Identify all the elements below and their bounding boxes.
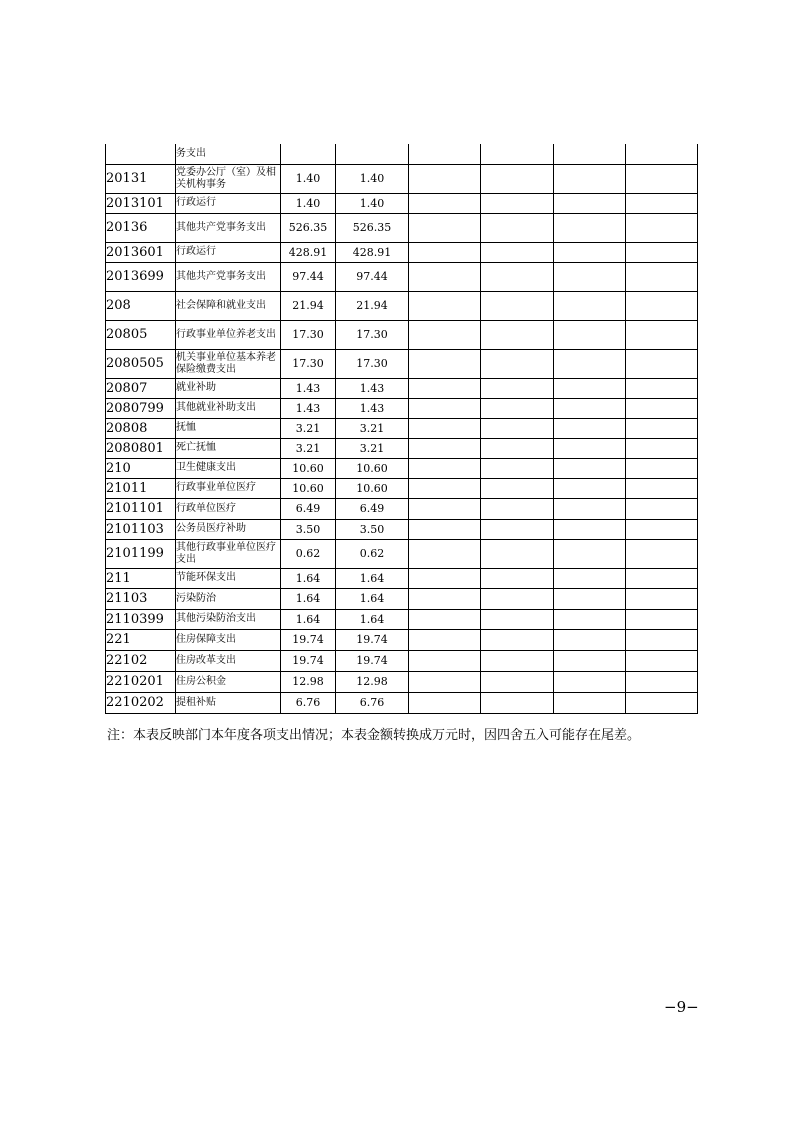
total-amount-cell: 428.91: [281, 242, 336, 262]
total-amount-cell: 3.21: [281, 438, 336, 458]
table-row: [106, 291, 698, 320]
empty-cell: [554, 291, 626, 320]
table-row: [106, 242, 698, 262]
empty-cell: [481, 262, 554, 291]
empty-cell: [481, 418, 554, 438]
empty-cell: [554, 320, 626, 349]
empty-cell: [626, 418, 698, 438]
empty-cell: [626, 349, 698, 378]
empty-cell: [554, 588, 626, 609]
table-row: [106, 320, 698, 349]
table-row: [106, 478, 698, 498]
total-amount-cell: 21.94: [281, 291, 336, 320]
basic-amount-cell: 97.44: [336, 262, 409, 291]
empty-cell: [409, 349, 481, 378]
basic-amount-cell: 0.62: [336, 539, 409, 568]
basic-amount-cell: [336, 144, 409, 164]
basic-amount-cell: 526.35: [336, 213, 409, 242]
empty-cell: [409, 692, 481, 713]
empty-cell: [481, 519, 554, 539]
empty-cell: [409, 193, 481, 213]
empty-cell: [626, 458, 698, 478]
code-cell: 20808: [106, 418, 176, 438]
empty-cell: [626, 193, 698, 213]
empty-cell: [409, 568, 481, 588]
empty-cell: [554, 498, 626, 519]
code-cell: 2101101: [106, 498, 176, 519]
empty-cell: [481, 320, 554, 349]
empty-cell: [626, 629, 698, 650]
table-row: [106, 378, 698, 398]
empty-cell: [481, 588, 554, 609]
empty-cell: [409, 438, 481, 458]
item-name-cell: 住房改革支出: [176, 650, 281, 671]
code-cell: 20136: [106, 213, 176, 242]
empty-cell: [554, 262, 626, 291]
empty-cell: [626, 213, 698, 242]
empty-cell: [626, 519, 698, 539]
total-amount-cell: 12.98: [281, 671, 336, 692]
basic-amount-cell: 10.60: [336, 478, 409, 498]
empty-cell: [481, 539, 554, 568]
total-amount-cell: 1.40: [281, 164, 336, 193]
empty-cell: [481, 609, 554, 629]
basic-amount-cell: 3.50: [336, 519, 409, 539]
item-name-cell: 行政事业单位养老支出: [176, 320, 281, 349]
code-cell: 2210202: [106, 692, 176, 713]
item-name-cell: 就业补助: [176, 378, 281, 398]
table-row: [106, 692, 698, 713]
basic-amount-cell: 3.21: [336, 418, 409, 438]
table-footnote: 注：本表反映部门本年度各项支出情况；本表金额转换成万元时，因四舍五入可能存在尾差。: [107, 728, 641, 743]
empty-cell: [554, 692, 626, 713]
empty-cell: [481, 193, 554, 213]
table-row: [106, 539, 698, 568]
total-amount-cell: 6.76: [281, 692, 336, 713]
basic-amount-cell: 3.21: [336, 438, 409, 458]
empty-cell: [409, 478, 481, 498]
empty-cell: [626, 539, 698, 568]
code-cell: 221: [106, 629, 176, 650]
code-cell: 2013699: [106, 262, 176, 291]
empty-cell: [626, 164, 698, 193]
total-amount-cell: 19.74: [281, 650, 336, 671]
basic-amount-cell: 428.91: [336, 242, 409, 262]
code-cell: 2013601: [106, 242, 176, 262]
basic-amount-cell: 17.30: [336, 320, 409, 349]
code-cell: 210: [106, 458, 176, 478]
total-amount-cell: 1.43: [281, 398, 336, 418]
empty-cell: [554, 671, 626, 692]
empty-cell: [481, 144, 554, 164]
empty-cell: [626, 144, 698, 164]
empty-cell: [481, 568, 554, 588]
basic-amount-cell: 21.94: [336, 291, 409, 320]
item-name-cell: 务支出: [176, 144, 281, 164]
item-name-cell: 行政运行: [176, 242, 281, 262]
table-row: [106, 144, 698, 164]
total-amount-cell: 3.21: [281, 418, 336, 438]
total-amount-cell: 1.64: [281, 609, 336, 629]
empty-cell: [481, 213, 554, 242]
table-body: [106, 144, 698, 713]
table-row: [106, 164, 698, 193]
table-row: [106, 458, 698, 478]
table-row: [106, 588, 698, 609]
code-cell: 20131: [106, 164, 176, 193]
empty-cell: [409, 539, 481, 568]
empty-cell: [481, 398, 554, 418]
total-amount-cell: 1.43: [281, 378, 336, 398]
empty-cell: [409, 588, 481, 609]
basic-amount-cell: 1.40: [336, 193, 409, 213]
empty-cell: [554, 539, 626, 568]
item-name-cell: 机关事业单位基本养老保险缴费支出: [176, 349, 281, 378]
empty-cell: [554, 438, 626, 458]
basic-amount-cell: 6.76: [336, 692, 409, 713]
total-amount-cell: 10.60: [281, 458, 336, 478]
item-name-cell: 抚恤: [176, 418, 281, 438]
item-name-cell: 其他行政事业单位医疗支出: [176, 539, 281, 568]
empty-cell: [554, 519, 626, 539]
item-name-cell: 提租补贴: [176, 692, 281, 713]
code-cell: 2080505: [106, 349, 176, 378]
empty-cell: [409, 458, 481, 478]
empty-cell: [481, 629, 554, 650]
code-cell: 21103: [106, 588, 176, 609]
empty-cell: [554, 164, 626, 193]
empty-cell: [409, 164, 481, 193]
total-amount-cell: 1.40: [281, 193, 336, 213]
empty-cell: [409, 144, 481, 164]
empty-cell: [481, 291, 554, 320]
basic-amount-cell: 12.98: [336, 671, 409, 692]
empty-cell: [481, 498, 554, 519]
code-cell: 21011: [106, 478, 176, 498]
empty-cell: [409, 418, 481, 438]
empty-cell: [481, 692, 554, 713]
code-cell: 20805: [106, 320, 176, 349]
table-row: [106, 438, 698, 458]
empty-cell: [626, 692, 698, 713]
item-name-cell: 住房公积金: [176, 671, 281, 692]
table-row: [106, 650, 698, 671]
empty-cell: [409, 213, 481, 242]
item-name-cell: 卫生健康支出: [176, 458, 281, 478]
code-cell: [106, 144, 176, 164]
table-row: [106, 398, 698, 418]
empty-cell: [626, 650, 698, 671]
code-cell: 211: [106, 568, 176, 588]
item-name-cell: 住房保障支出: [176, 629, 281, 650]
empty-cell: [409, 629, 481, 650]
basic-amount-cell: 19.74: [336, 629, 409, 650]
total-amount-cell: [281, 144, 336, 164]
empty-cell: [481, 164, 554, 193]
empty-cell: [626, 609, 698, 629]
table-row: [106, 609, 698, 629]
empty-cell: [554, 609, 626, 629]
total-amount-cell: 6.49: [281, 498, 336, 519]
total-amount-cell: 17.30: [281, 349, 336, 378]
basic-amount-cell: 1.40: [336, 164, 409, 193]
code-cell: 20807: [106, 378, 176, 398]
total-amount-cell: 1.64: [281, 568, 336, 588]
empty-cell: [554, 418, 626, 438]
empty-cell: [626, 320, 698, 349]
basic-amount-cell: 17.30: [336, 349, 409, 378]
expense-table: [105, 144, 698, 714]
table-row: [106, 568, 698, 588]
item-name-cell: 其他就业补助支出: [176, 398, 281, 418]
code-cell: 22102: [106, 650, 176, 671]
item-name-cell: 污染防治: [176, 588, 281, 609]
basic-amount-cell: 6.49: [336, 498, 409, 519]
basic-amount-cell: 1.64: [336, 568, 409, 588]
basic-amount-cell: 1.64: [336, 609, 409, 629]
empty-cell: [626, 588, 698, 609]
empty-cell: [626, 438, 698, 458]
item-name-cell: 党委办公厅（室）及相关机构事务: [176, 164, 281, 193]
empty-cell: [554, 349, 626, 378]
code-cell: 2110399: [106, 609, 176, 629]
total-amount-cell: 97.44: [281, 262, 336, 291]
total-amount-cell: 1.64: [281, 588, 336, 609]
empty-cell: [554, 398, 626, 418]
empty-cell: [409, 262, 481, 291]
item-name-cell: 社会保障和就业支出: [176, 291, 281, 320]
empty-cell: [554, 378, 626, 398]
table-row: [106, 671, 698, 692]
code-cell: 2013101: [106, 193, 176, 213]
empty-cell: [626, 498, 698, 519]
code-cell: 2080801: [106, 438, 176, 458]
empty-cell: [409, 291, 481, 320]
item-name-cell: 其他共产党事务支出: [176, 213, 281, 242]
empty-cell: [409, 398, 481, 418]
empty-cell: [554, 213, 626, 242]
basic-amount-cell: 1.64: [336, 588, 409, 609]
empty-cell: [626, 262, 698, 291]
empty-cell: [626, 291, 698, 320]
empty-cell: [481, 378, 554, 398]
total-amount-cell: 10.60: [281, 478, 336, 498]
item-name-cell: 其他污染防治支出: [176, 609, 281, 629]
empty-cell: [554, 478, 626, 498]
empty-cell: [554, 629, 626, 650]
basic-amount-cell: 1.43: [336, 398, 409, 418]
code-cell: 208: [106, 291, 176, 320]
total-amount-cell: 17.30: [281, 320, 336, 349]
empty-cell: [481, 650, 554, 671]
code-cell: 2101103: [106, 519, 176, 539]
item-name-cell: 行政事业单位医疗: [176, 478, 281, 498]
empty-cell: [409, 378, 481, 398]
item-name-cell: 其他共产党事务支出: [176, 262, 281, 291]
empty-cell: [481, 242, 554, 262]
empty-cell: [481, 438, 554, 458]
code-cell: 2101199: [106, 539, 176, 568]
empty-cell: [409, 671, 481, 692]
code-cell: 2080799: [106, 398, 176, 418]
empty-cell: [554, 568, 626, 588]
total-amount-cell: 19.74: [281, 629, 336, 650]
table-row: [106, 193, 698, 213]
total-amount-cell: 0.62: [281, 539, 336, 568]
empty-cell: [554, 458, 626, 478]
basic-amount-cell: 10.60: [336, 458, 409, 478]
empty-cell: [409, 609, 481, 629]
empty-cell: [626, 378, 698, 398]
table-row: [106, 418, 698, 438]
empty-cell: [626, 478, 698, 498]
table-row: [106, 519, 698, 539]
empty-cell: [481, 478, 554, 498]
empty-cell: [626, 671, 698, 692]
item-name-cell: 行政运行: [176, 193, 281, 213]
empty-cell: [409, 650, 481, 671]
empty-cell: [409, 242, 481, 262]
table-row: [106, 498, 698, 519]
empty-cell: [481, 458, 554, 478]
empty-cell: [481, 671, 554, 692]
empty-cell: [409, 320, 481, 349]
empty-cell: [554, 144, 626, 164]
item-name-cell: 死亡抚恤: [176, 438, 281, 458]
empty-cell: [554, 242, 626, 262]
empty-cell: [554, 193, 626, 213]
page-number: −9−: [664, 998, 699, 1016]
basic-amount-cell: 1.43: [336, 378, 409, 398]
empty-cell: [481, 349, 554, 378]
basic-amount-cell: 19.74: [336, 650, 409, 671]
empty-cell: [409, 519, 481, 539]
empty-cell: [626, 242, 698, 262]
code-cell: 2210201: [106, 671, 176, 692]
item-name-cell: 节能环保支出: [176, 568, 281, 588]
total-amount-cell: 526.35: [281, 213, 336, 242]
total-amount-cell: 3.50: [281, 519, 336, 539]
item-name-cell: 行政单位医疗: [176, 498, 281, 519]
table-row: [106, 213, 698, 242]
empty-cell: [626, 568, 698, 588]
empty-cell: [554, 650, 626, 671]
empty-cell: [409, 498, 481, 519]
empty-cell: [626, 398, 698, 418]
table-row: [106, 262, 698, 291]
table-row: [106, 629, 698, 650]
table-row: [106, 349, 698, 378]
item-name-cell: 公务员医疗补助: [176, 519, 281, 539]
